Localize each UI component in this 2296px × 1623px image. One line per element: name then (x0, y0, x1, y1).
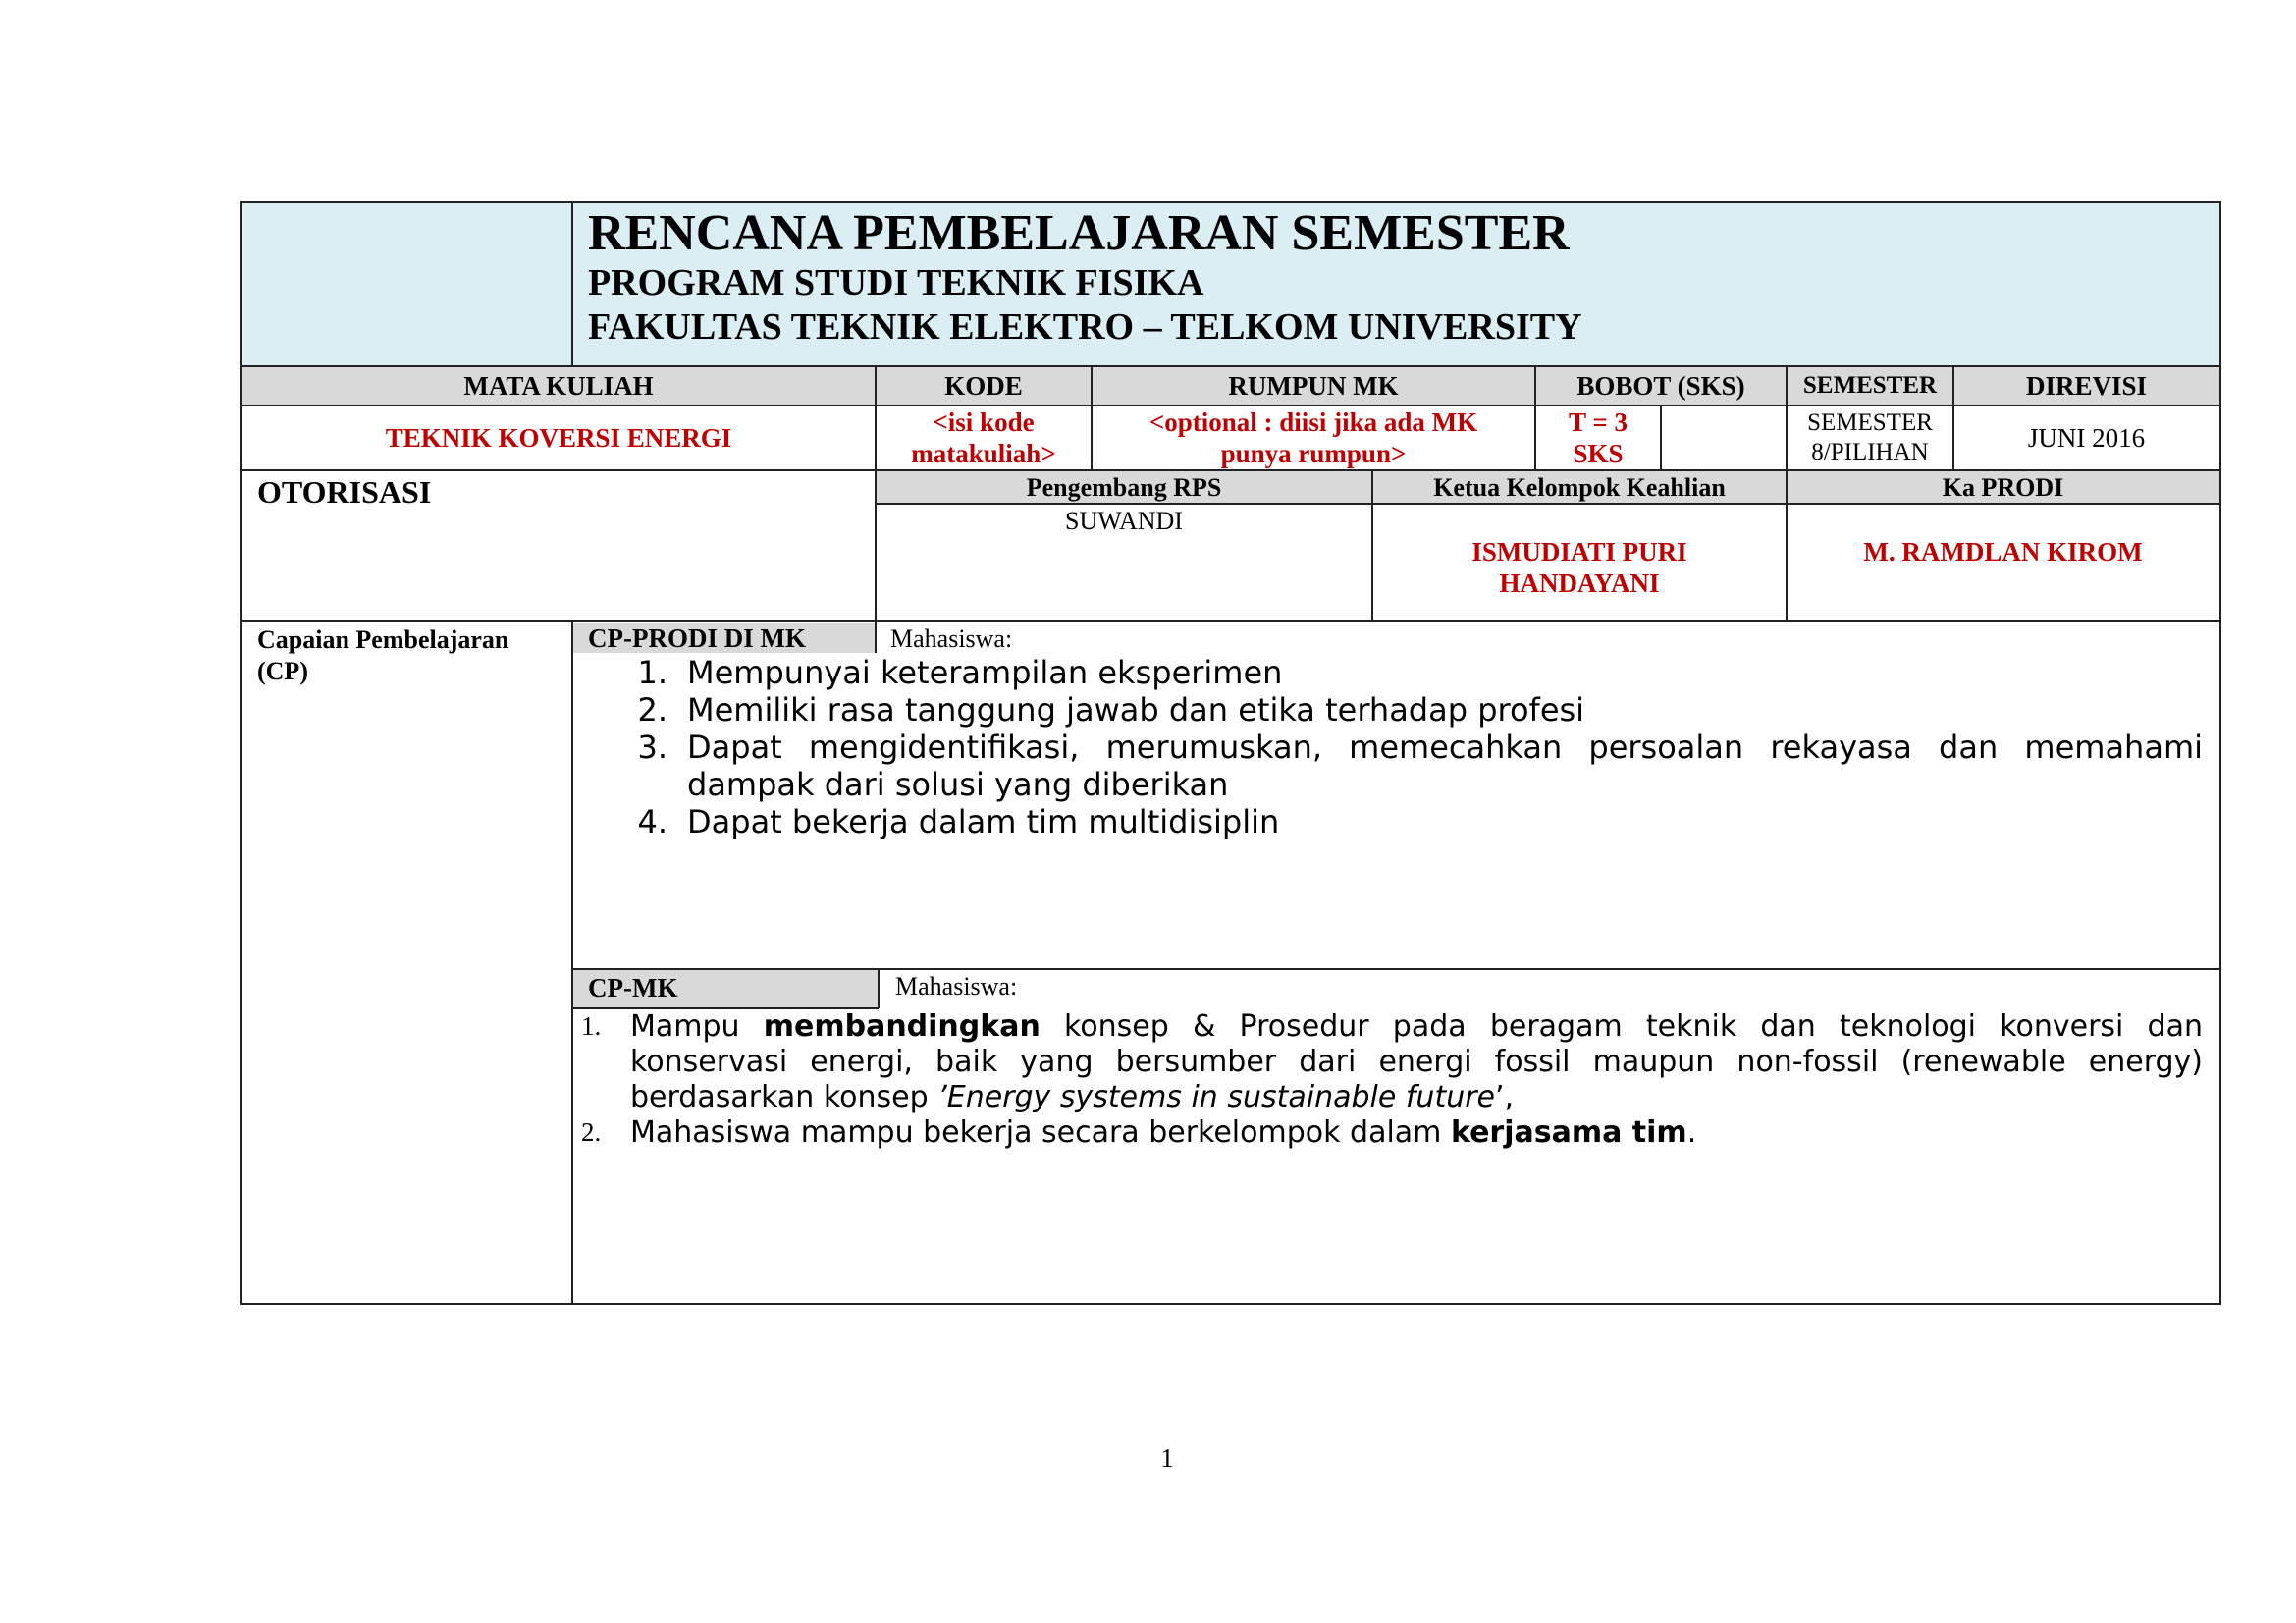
page-number: 1 (1160, 1443, 1174, 1473)
table-border (240, 620, 2221, 622)
col-header-kode: KODE (876, 367, 1092, 405)
col-header-mata-kuliah: MATA KULIAH (241, 367, 876, 405)
cp-prodi-list (628, 654, 2203, 840)
table-border (875, 620, 877, 653)
table-border (1786, 365, 1788, 470)
cp-mk-header: CP-MK (573, 970, 879, 1007)
document-title: RENCANA PEMBELAJARAN SEMESTER (588, 205, 1570, 261)
table-border (1371, 469, 1373, 621)
header-logo-cell (241, 202, 572, 366)
course-bobot-line1: T = 3 (1569, 407, 1628, 437)
faculty-name: FAKULTAS TEKNIK ELEKTRO – TELKOM UNIVERSITY (588, 306, 1582, 348)
table-border (571, 968, 2221, 970)
course-rumpun-line1: <optional : diisi jika ada MK (1148, 407, 1478, 437)
header-title-cell (572, 202, 2219, 366)
course-rumpun (1092, 406, 1535, 469)
kelompok-name-line1: ISMUDIATI PURI (1471, 537, 1687, 567)
cp-label-line1: Capaian Pembelajaran (257, 625, 509, 654)
cp-prodi-item-text: Dapat bekerja dalam tim multidisiplin (687, 803, 1280, 840)
cp-mk-item-number: 1. (581, 1011, 602, 1041)
course-bobot (1535, 406, 1661, 469)
otorisasi-header-kaprodi: Ka PRODI (1787, 471, 2219, 505)
cp-mk-item1-mid: konsep & Prosedur pada beragam teknik dan teknologi konversi dan konservasi energi, baik yang bersumber dari energi fossil maupun non-fossil (renewable energy) berdasarkan konsep (630, 1009, 2203, 1114)
table-border (875, 469, 877, 621)
course-bobot-line2: SKS (1573, 439, 1624, 468)
otorisasi-header-pengembang: Pengembang RPS (876, 471, 1372, 505)
table-border (571, 1007, 879, 1009)
cp-prodi-item-number: 1. (637, 654, 667, 691)
cp-prodi-header: CP-PRODI DI MK (573, 623, 876, 653)
table-border (878, 968, 880, 1008)
table-border (875, 503, 2221, 505)
cp-prodi-item-number: 3. (637, 729, 667, 766)
cp-mk-item-text (630, 1115, 2203, 1151)
table-border (240, 365, 2221, 367)
table-border (240, 405, 2221, 406)
cp-mk-item2-bold: kerjasama tim (1450, 1115, 1687, 1150)
kaprodi-name: M. RAMDLAN KIROM (1863, 537, 2143, 567)
table-border (1091, 365, 1093, 470)
otorisasi-header-kelompok: Ketua Kelompok Keahlian (1372, 471, 1787, 505)
otorisasi-label: OTORISASI (257, 474, 432, 510)
course-semester (1787, 408, 1953, 471)
col-header-direvisi: DIREVISI (1953, 367, 2219, 405)
cp-prodi-item-text: Dapat mengidentifikasi, merumuskan, memecahkan persoalan rekayasa dan memahami dampak dari solusi yang diberikan (687, 729, 2203, 803)
table-border (240, 1303, 2221, 1305)
cp-mk-item1-post: ’, (1495, 1080, 1515, 1114)
cp-mk-intro: Mahasiswa: (895, 972, 1018, 1001)
cp-mk-item1-pre: Mampu (630, 1009, 764, 1044)
course-bobot-empty (1661, 406, 1787, 469)
cp-mk-item2-post: . (1686, 1115, 1697, 1150)
course-code-line2: matakuliah> (911, 439, 1056, 468)
table-border (571, 201, 573, 366)
cp-prodi-item (628, 654, 2203, 691)
cp-label-line2: (CP) (257, 657, 308, 685)
table-border (571, 620, 573, 1305)
kelompok-name (1372, 536, 1787, 599)
cp-label (257, 624, 508, 687)
col-header-semester: SEMESTER (1787, 367, 1953, 405)
cp-prodi-item-number: 2. (637, 691, 667, 729)
kelompok-name-line2: HANDAYANI (1499, 568, 1660, 598)
course-revision-date: JUNI 2016 (2027, 422, 2146, 453)
table-border (875, 365, 877, 470)
course-name: TEKNIK KOVERSI ENERGI (385, 423, 732, 453)
cp-prodi-item-number: 4. (637, 803, 667, 840)
table-border (1660, 405, 1662, 470)
table-border (240, 201, 2221, 203)
cp-mk-item-number: 2. (581, 1117, 602, 1147)
cp-mk-item2-pre: Mahasiswa mampu bekerja secara berkelompok dalam (630, 1115, 1451, 1150)
cp-mk-list (581, 1009, 2203, 1151)
program-name: PROGRAM STUDI TEKNIK FISIKA (588, 262, 1204, 303)
col-header-bobot: BOBOT (SKS) (1535, 367, 1787, 405)
table-border (1952, 365, 1954, 470)
course-code-line1: <isi kode (933, 407, 1035, 437)
table-border (1786, 469, 1788, 621)
cp-mk-item1-bold: membandingkan (763, 1009, 1041, 1044)
cp-mk-item1-italic: ’Energy systems in sustainable future (937, 1080, 1496, 1114)
cp-prodi-item (628, 729, 2203, 803)
cp-mk-item-text (630, 1009, 2203, 1115)
table-border (240, 469, 2221, 471)
course-code (876, 406, 1092, 469)
table-border (1534, 365, 1536, 470)
cp-prodi-intro: Mahasiswa: (890, 624, 1013, 653)
col-header-rumpun: RUMPUN MK (1092, 367, 1535, 405)
cp-prodi-item-text: Memiliki rasa tanggung jawab dan etika terhadap profesi (687, 691, 1585, 729)
cp-prodi-item (628, 691, 2203, 729)
course-rumpun-line2: punya rumpun> (1220, 439, 1407, 468)
pengembang-name: SUWANDI (1065, 507, 1183, 535)
course-semester-line1: SEMESTER (1807, 409, 1933, 436)
course-semester-line2: 8/PILIHAN (1811, 439, 1929, 465)
cp-prodi-item-text: Mempunyai keterampilan eksperimen (687, 654, 1283, 691)
cp-prodi-item (628, 803, 2203, 840)
